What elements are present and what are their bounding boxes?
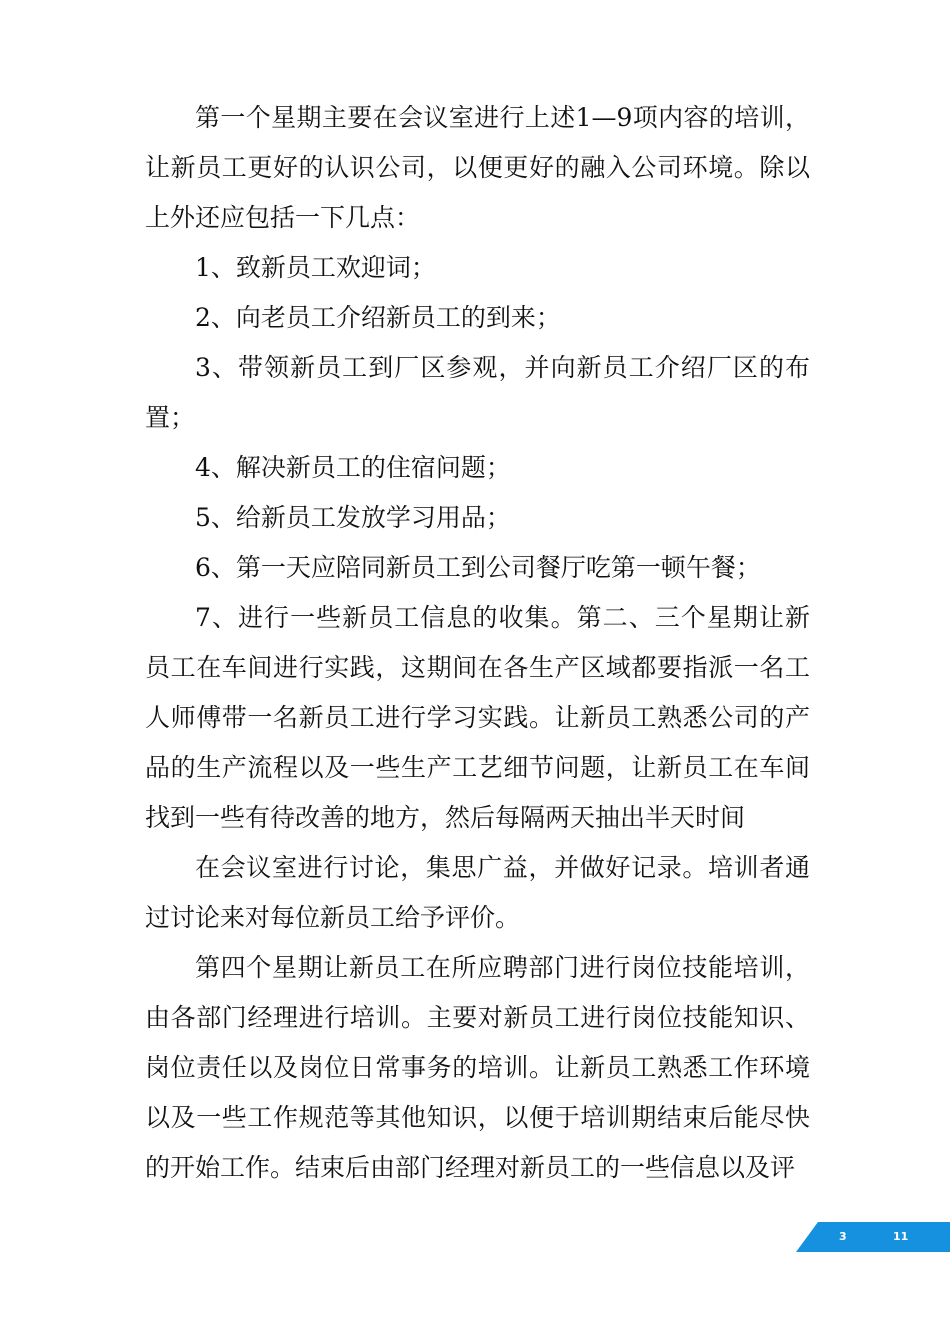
paragraph-intro: 第一个星期主要在会议室进行上述1—9项内容的培训，让新员工更好的认识公司，以便更好的融入公司环境。除以上外还应包括一下几点： [145,103,810,232]
current-page-number: 3 [839,1230,847,1243]
paragraph-discussion: 在会议室进行讨论，集思广益，并做好记录。培训者通过讨论来对每位新员工给予评价。 [145,853,810,932]
list-item-5: 5、给新员工发放学习用品； [195,503,511,532]
list-item-4: 4、解决新员工的住宿问题； [195,453,511,482]
list-item-6: 6、第一天应陪同新员工到公司餐厅吃第一顿午餐； [195,553,761,582]
document-body [145,93,810,1193]
total-pages-number: 11 [893,1230,909,1243]
list-item-2: 2、向老员工介绍新员工的到来； [195,303,561,332]
list-item-1: 1、致新员工欢迎词； [195,253,436,282]
paragraph-week-four: 第四个星期让新员工在所应聘部门进行岗位技能培训，由各部门经理进行培训。主要对新员工进行岗位技能知识、岗位责任以及岗位日常事务的培训。让新员工熟悉工作环境以及一些工作规范等其他知识，以便于培训期结束后能尽快的开始工作。结束后由部门经理对新员工的一些信息以及评 [145,953,810,1182]
page-footer-bar [796,1222,950,1252]
list-item-7: 7、进行一些新员工信息的收集。第二、三个星期让新员工在车间进行实践，这期间在各生产区域都要指派一名工人师傅带一名新员工进行学习实践。让新员工熟悉公司的产品的生产流程以及一些生产工艺细节问题，让新员工在车间找到一些有待改善的地方，然后每隔两天抽出半天时间 [145,603,810,832]
list-item-3: 3、带领新员工到厂区参观，并向新员工介绍厂区的布置； [145,353,810,432]
